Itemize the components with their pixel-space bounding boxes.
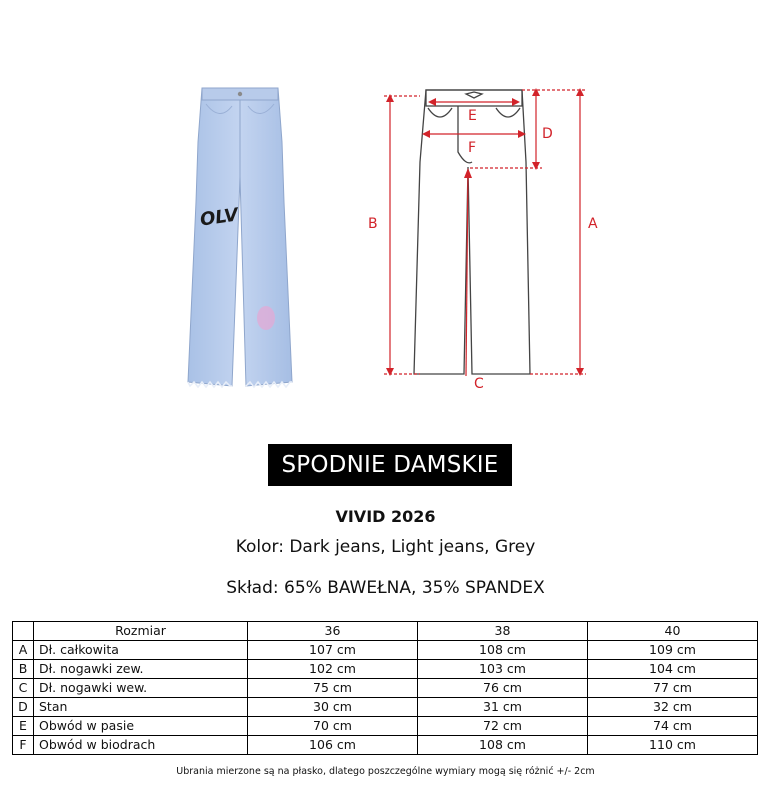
row-param: Obwód w pasie [34, 717, 248, 736]
jeans-photo [180, 82, 300, 392]
row-value: 72 cm [418, 717, 588, 736]
table-row [13, 717, 758, 736]
row-param: Dł. nogawki zew. [34, 660, 248, 679]
row-letter: F [13, 736, 34, 755]
pants-outline [414, 90, 530, 374]
color-line: Kolor: Dark jeans, Light jeans, Grey [235, 537, 536, 557]
row-value: 106 cm [248, 736, 418, 755]
label-b: B [368, 216, 378, 232]
row-value: 30 cm [248, 698, 418, 717]
size-diagram [350, 82, 620, 392]
table-row [13, 698, 758, 717]
composition-line: Skład: 65% BAWEŁNA, 35% SPANDEX [226, 578, 545, 598]
row-letter: D [13, 698, 34, 717]
label-c: C [474, 376, 484, 392]
table-header-size: 36 [248, 622, 418, 641]
table-header-letter [13, 622, 34, 641]
table-header-row [13, 622, 758, 641]
table-row [13, 660, 758, 679]
row-value: 76 cm [418, 679, 588, 698]
row-value: 103 cm [418, 660, 588, 679]
row-value: 107 cm [248, 641, 418, 660]
size-table [12, 621, 758, 755]
row-value: 108 cm [418, 641, 588, 660]
row-value: 109 cm [588, 641, 758, 660]
label-e: E [468, 108, 477, 124]
row-param: Obwód w biodrach [34, 736, 248, 755]
row-param: Dł. nogawki wew. [34, 679, 248, 698]
row-value: 74 cm [588, 717, 758, 736]
table-header-param: Rozmiar [34, 622, 248, 641]
row-letter: C [13, 679, 34, 698]
product-title: SPODNIE DAMSKIE [268, 444, 512, 486]
row-param: Dł. całkowita [34, 641, 248, 660]
row-value: 70 cm [248, 717, 418, 736]
label-d: D [542, 126, 553, 142]
table-header-size: 40 [588, 622, 758, 641]
label-f: F [468, 140, 477, 156]
row-value: 32 cm [588, 698, 758, 717]
row-value: 75 cm [248, 679, 418, 698]
row-value: 102 cm [248, 660, 418, 679]
row-value: 108 cm [418, 736, 588, 755]
label-a: A [588, 216, 598, 232]
table-row [13, 736, 758, 755]
row-param: Stan [34, 698, 248, 717]
table-row [13, 641, 758, 660]
row-value: 110 cm [588, 736, 758, 755]
row-value: 31 cm [418, 698, 588, 717]
row-letter: E [13, 717, 34, 736]
table-header-size: 38 [418, 622, 588, 641]
table-row [13, 679, 758, 698]
print-text: OLV [198, 204, 240, 231]
row-letter: A [13, 641, 34, 660]
model-name: VIVID 2026 [335, 507, 436, 526]
row-value: 104 cm [588, 660, 758, 679]
row-letter: B [13, 660, 34, 679]
footnote: Ubrania mierzone są na płasko, dlatego poszczególne wymiary mogą się różnić +/- 2cm [176, 766, 595, 777]
row-value: 77 cm [588, 679, 758, 698]
measurement-lines [384, 88, 586, 376]
